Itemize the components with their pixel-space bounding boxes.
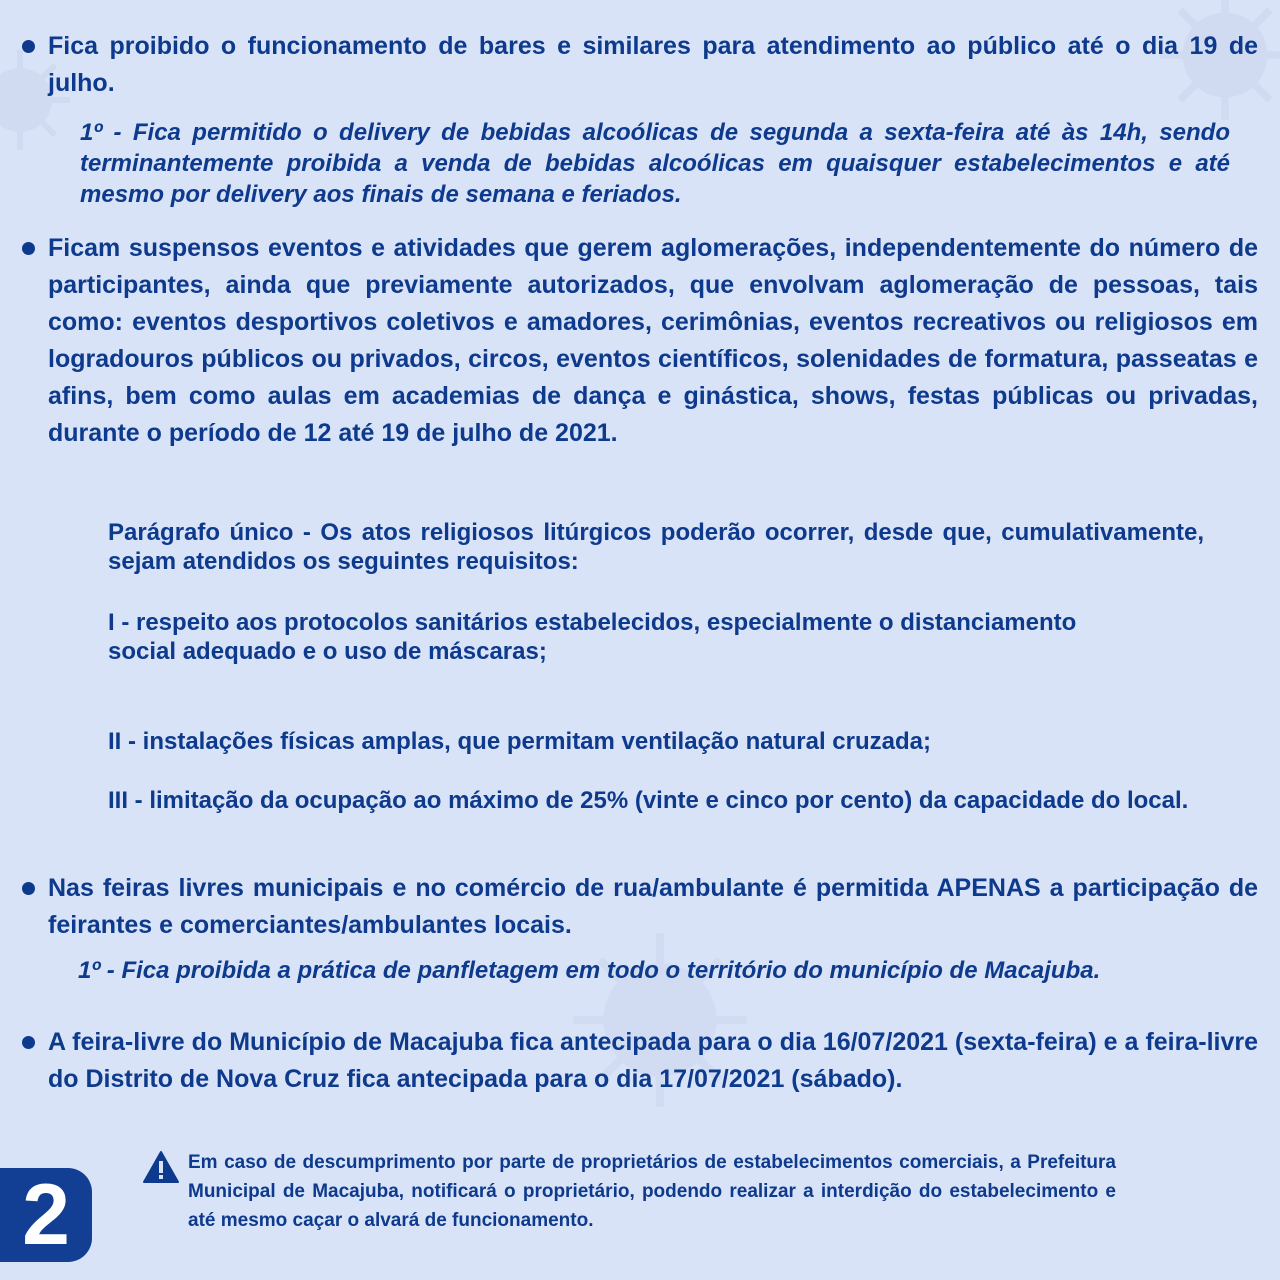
- bullet-text: A feira-livre do Município de Macajuba fica antecipada para o dia 16/07/2021 (sexta-feira) e a feira-livre do Distrito de Nova Cruz fica antecipada para o dia 17/07/2021 (sábado).: [48, 1028, 1258, 1093]
- warning-triangle-icon: [142, 1150, 180, 1184]
- bullet-2: [18, 230, 1258, 452]
- bullet-dot: [22, 1036, 35, 1049]
- bullet-3: [18, 870, 1258, 944]
- paragrafo-text: Os atos religiosos litúrgicos poderão ocorrer, desde que, cumulativamente, sejam atendidos os seguintes requisitos:: [108, 519, 1204, 575]
- warning-notice: Em caso de descumprimento por parte de proprietários de estabelecimentos comerciais, a Prefeitura Municipal de Macajuba, notificará o proprietário, podendo realizar a interdição do estabelecimento e até mesmo caçar o alvará de funcionamento.: [188, 1152, 1116, 1231]
- bullet-text: Nas feiras livres municipais e no comércio de rua/ambulante é permitida APENAS a participação de feirantes e comerciantes/ambulantes locais.: [48, 874, 1258, 939]
- bullet-1-sub-item: 1º - Fica permitido o delivery de bebidas alcoólicas de segunda a sexta-feira até às 14h, sendo terminantemente proibida a venda de bebidas alcoólicas em quaisquer estabelecimentos e até mesmo por delivery aos finais de semana e feriados.: [80, 119, 1230, 208]
- paragrafo-label: Parágrafo único -: [108, 519, 311, 546]
- bullet-dot: [22, 882, 35, 895]
- page-number-badge: 2: [0, 1168, 92, 1262]
- bullet-dot: [22, 40, 35, 53]
- bullet-text: Fica proibido o funcionamento de bares e similares para atendimento ao público até o dia 19 de julho.: [48, 32, 1258, 97]
- item-i-line-2: social adequado e o uso de máscaras;: [108, 638, 547, 665]
- bullet-3-sub-item: 1º - Fica proibida a prática de panfletagem em todo o território do município de Macajuba.: [78, 957, 1101, 984]
- item-i-line-1: I - respeito aos protocolos sanitários estabelecidos, especialmente o distanciamento: [108, 609, 1077, 636]
- item-ii: II - instalações físicas amplas, que permitam ventilação natural cruzada;: [108, 728, 931, 755]
- paragrafo-unico: [108, 518, 1204, 576]
- bullet-dot: [22, 242, 35, 255]
- bullet-text: Ficam suspensos eventos e atividades que gerem aglomerações, independentemente do número de participantes, ainda que previamente autorizados, que envolvam aglomeração de pessoas, tais como: eventos desportivos coletivos e amadores, cerimônias, eventos recreativos ou religiosos em logradouros públicos ou privados, circos, eventos científicos, solenidades de formatura, passeatas e afins, bem como aulas em academias de dança e ginástica, shows, festas públicas ou privadas, durante o período de 12 até 19 de julho de 2021.: [48, 234, 1258, 447]
- bullet-4: [18, 1024, 1258, 1098]
- item-i: [108, 608, 1204, 666]
- item-iii: III - limitação da ocupação ao máximo de 25% (vinte e cinco por cento) da capacidade do local.: [108, 787, 1189, 814]
- bullet-1: [18, 28, 1258, 102]
